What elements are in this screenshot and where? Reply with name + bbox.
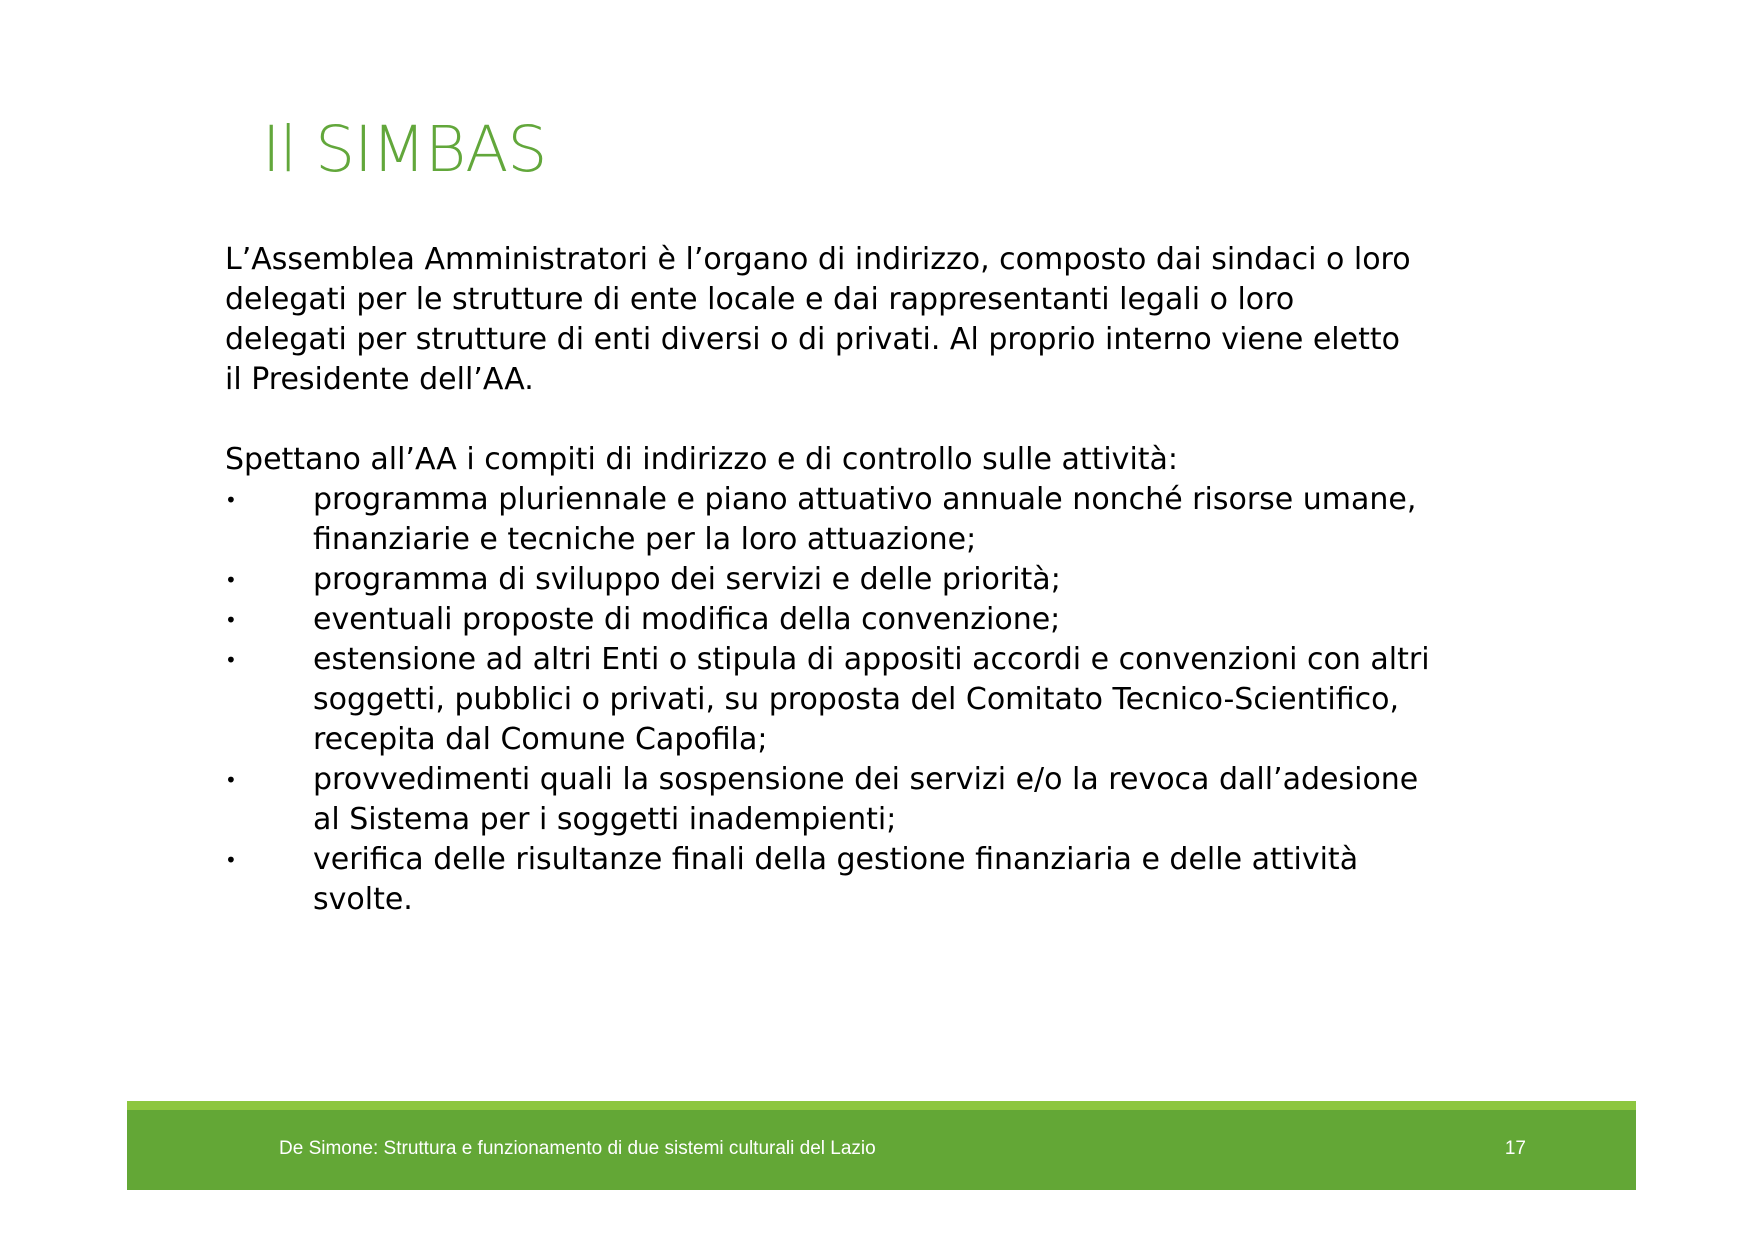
bullet-item [225,600,1605,640]
bullet-icon: • [225,608,237,632]
bullet-list [225,480,1605,920]
footer-text: De Simone: Struttura e funzionamento di due sistemi culturali del Lazio [279,1138,876,1159]
bullet-item [225,640,1605,760]
bullet-line: al Sistema per i soggetti inadempienti; [313,802,897,837]
bullet-item [225,480,1605,560]
bullet-item [225,840,1605,920]
bullet-icon: • [225,768,237,792]
bullet-icon: • [225,568,237,592]
paragraph-spacer [225,400,1605,440]
bullet-line: svolte. [313,882,413,917]
page-number: 17 [1504,1138,1526,1159]
bullet-line: eventuali proposte di modifica della convenzione; [313,602,1061,637]
slide-body [225,240,1605,920]
intro-line: delegati per strutture di enti diversi o di privati. Al proprio interno viene eletto [225,322,1400,357]
bullet-item [225,560,1605,600]
bullet-icon: • [225,848,237,872]
intro-paragraph [225,240,1605,400]
intro-line: delegati per le strutture di ente locale e dai rappresentanti legali o loro [225,282,1295,317]
bullet-line: provvedimenti quali la sospensione dei servizi e/o la revoca dall’adesione [313,762,1419,797]
intro-line: il Presidente dell’AA. [225,362,534,397]
bullet-line: estensione ad altri Enti o stipula di appositi accordi e convenzioni con altri [313,642,1430,677]
bullet-line: finanziarie e tecniche per la loro attuazione; [313,522,977,557]
footer-accent-line [127,1101,1636,1110]
bullet-line: programma di sviluppo dei servizi e delle priorità; [313,562,1061,597]
bullet-item [225,760,1605,840]
bullet-line: programma pluriennale e piano attuativo annuale nonché risorse umane, [313,482,1417,517]
bullet-line: recepita dal Comune Capofila; [313,722,768,757]
bullet-line: verifica delle risultanze finali della gestione finanziaria e delle attività [313,842,1359,877]
bullet-line: soggetti, pubblici o privati, su proposta del Comitato Tecnico-Scientifico, [313,682,1400,717]
footer-bar [127,1110,1636,1190]
bullet-icon: • [225,488,237,512]
slide-title: Il SIMBAS [262,113,547,186]
bullet-icon: • [225,648,237,672]
list-heading: Spettano all’AA i compiti di indirizzo e di controllo sulle attività: [225,442,1179,477]
intro-line: L’Assemblea Amministratori è l’organo di indirizzo, composto dai sindaci o loro [225,242,1411,277]
